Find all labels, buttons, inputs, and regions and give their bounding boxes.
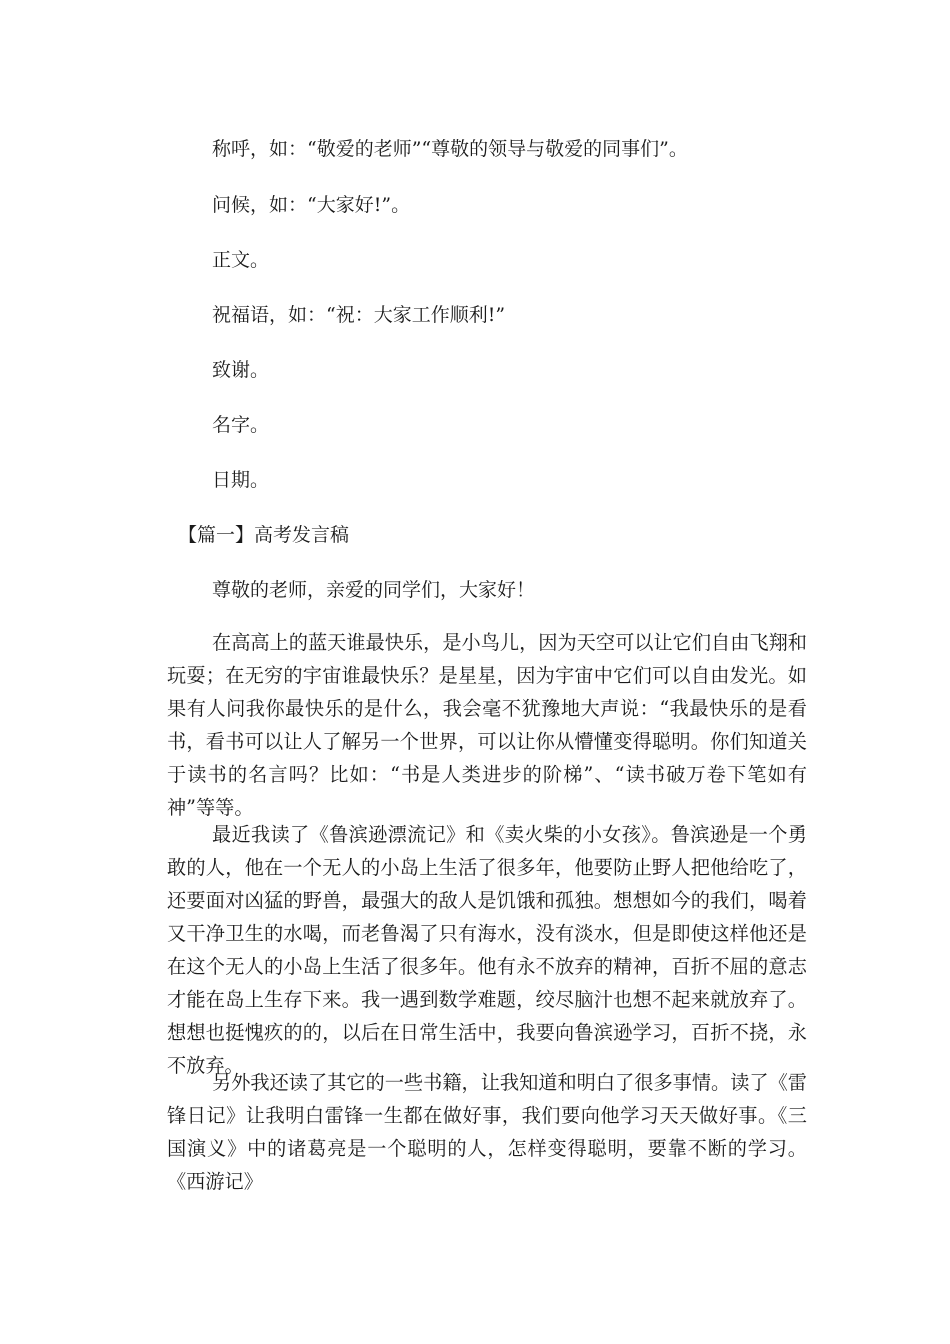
format-item-greeting: 问候，如：“大家好!”。 bbox=[212, 194, 411, 216]
format-item-name: 名字。 bbox=[212, 414, 270, 436]
paragraph-2: 最近我读了《鲁滨逊漂流记》和《卖火柴的小女孩》。鲁滨逊是一个勇敢的人，他在一个无人的小岛上生活了很多年，他要防止野人把他给吃了，还要面对凶猛的野兽，最强大的敌人是饥饿和孤独。想想如今的我们，喝着又干净卫生的水喝，而老鲁渴了只有海水，没有淡水，但是即使这样他还是在这个无人的小岛上生活了很多年。他有永不放弃的精神，百折不屈的意志才能在岛上生存下来。我一遇到数学难题，绞尽脑汁也想不起来就放弃了。想想也挺愧疚的的，以后在日常生活中，我要向鲁滨逊学习，百折不挠，永不放弃。 bbox=[167, 823, 807, 1077]
paragraph-3: 另外我还读了其它的一些书籍，让我知道和明白了很多事情。读了《雷锋日记》让我明白雷锋一生都在做好事，我们要向他学习天天做好事。《三国演义》中的诸葛亮是一个聪明的人，怎样变得聪明，要靠不断的学习。《西游记》 bbox=[167, 1071, 807, 1193]
paragraph-1: 在高高上的蓝天谁最快乐，是小鸟儿，因为天空可以让它们自由飞翔和玩耍；在无穷的宇宙谁最快乐？是星星，因为宇宙中它们可以自由发光。如果有人问我你最快乐的是什么，我会毫不犹豫地大声说：“我最快乐的是看书，看书可以让人了解另一个世界，可以让你从懵懂变得聪明。你们知道关于读书的名言吗？比如：“书是人类进步的阶梯”、“读书破万卷下笔如有神”等等。 bbox=[167, 631, 807, 819]
format-item-date: 日期。 bbox=[212, 469, 270, 491]
format-item-salutation: 称呼，如：“敬爱的老师”“尊敬的领导与敬爱的同事们”。 bbox=[212, 138, 688, 160]
format-item-body: 正文。 bbox=[212, 249, 270, 271]
format-item-blessing: 祝福语，如：“祝：大家工作顺利!” bbox=[212, 304, 506, 326]
speech-greeting: 尊敬的老师，亲爱的同学们，大家好！ bbox=[212, 579, 536, 601]
section-heading: 【篇一】高考发言稿 bbox=[178, 524, 350, 546]
format-item-thanks: 致谢。 bbox=[212, 359, 270, 381]
